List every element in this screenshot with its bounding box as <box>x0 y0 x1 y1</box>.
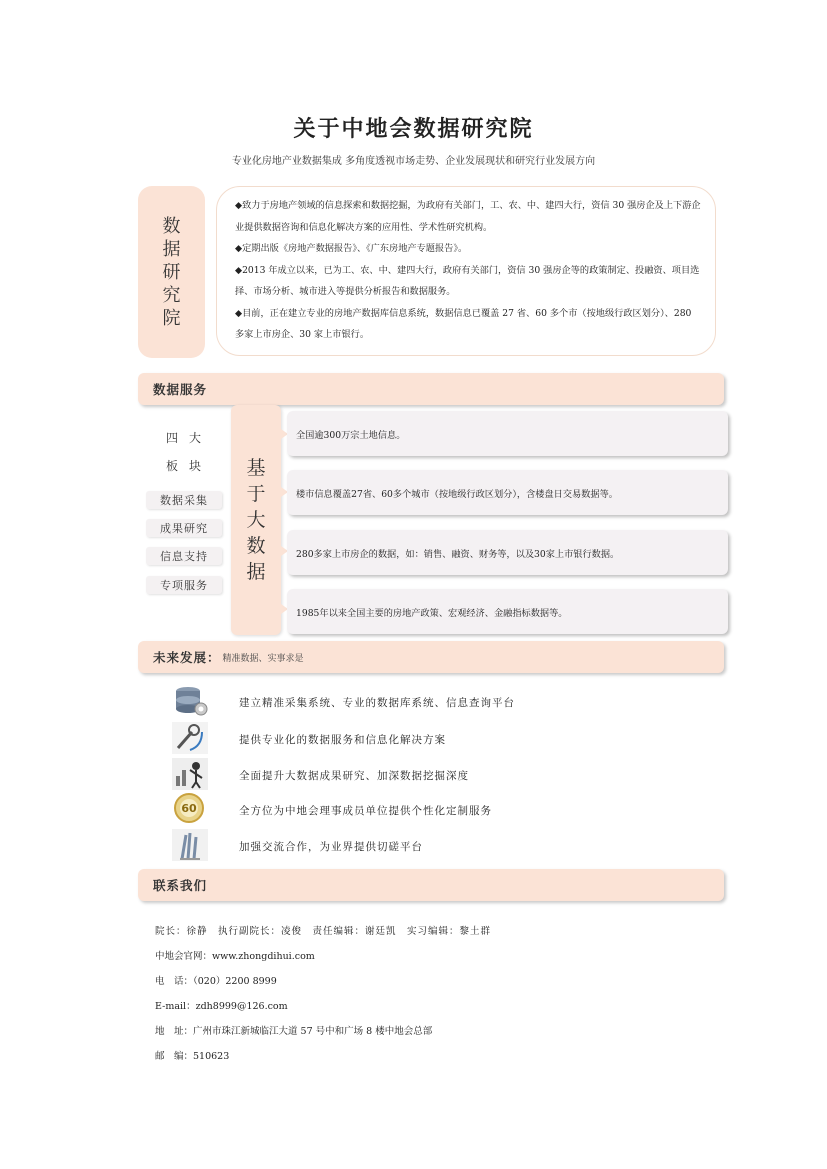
pens-icon <box>172 829 208 861</box>
tools-icon <box>172 722 208 754</box>
contact-email: E-mail：zdh8999@126.com <box>155 1001 288 1012</box>
future-header <box>138 641 724 673</box>
future-subtitle: 精准数据、实事求是 <box>222 653 304 664</box>
contact-website: 中地会官网：www.zhongdihui.com <box>155 951 315 962</box>
intro-paragraph: ◆定期出版《房地产数据报告》、《广东房地产专题报告》。 <box>235 243 468 254</box>
big-data-label-box <box>231 405 281 635</box>
big-data-label: 基于大数据 <box>246 457 266 583</box>
service-card: 楼市信息覆盖27省、60多个城市（按地级行政区划分），含楼盘日交易数据等。 <box>287 470 728 515</box>
page-subtitle: 专业化房地产业数据集成 多角度透视市场走势、企业发展现状和研究行业发展方向 <box>231 156 596 167</box>
future-item: 提供专业化的数据服务和信息化解决方案 <box>239 734 446 746</box>
intro-tag <box>138 186 205 358</box>
future-item: 加强交流合作，为业界提供切磋平台 <box>239 841 423 853</box>
service-card: 1985年以来全国主要的房地产政策、宏观经济、金融指标数据等。 <box>287 589 728 634</box>
intro-box <box>216 186 716 356</box>
future-item: 全面提升大数据成果研究、加深数据挖掘深度 <box>239 770 469 782</box>
chip-data-collection: 数据采集 <box>146 491 222 509</box>
services-header <box>138 373 724 405</box>
future-item: 建立精准采集系统、专业的数据库系统、信息查询平台 <box>239 697 515 709</box>
intro-tag-label: 数据研究院 <box>162 215 181 329</box>
chip-special-service: 专项服务 <box>146 576 222 594</box>
contact-phone: 电 话：（020）2200 8999 <box>155 976 277 987</box>
badge-60-icon <box>172 792 208 824</box>
future-title: 未来发展： <box>153 650 221 665</box>
svg-text:60: 60 <box>181 802 197 815</box>
contact-address: 地 址：广州市珠江新城临江大道 57 号中和广场 8 楼中地会总部 <box>155 1026 433 1037</box>
contact-title: 联系我们 <box>153 878 208 893</box>
blocks-label: 四大板块 <box>166 431 213 473</box>
page-title: 关于中地会数据研究院 <box>293 116 534 142</box>
future-item: 全方位为中地会理事成员单位提供个性化定制服务 <box>239 805 492 817</box>
service-card: 全国逾300万宗土地信息。 <box>287 411 728 456</box>
database-gear-icon <box>172 685 208 717</box>
service-card: 280多家上市房企的数据，如：销售、融资、财务等，以及30家上市银行数据。 <box>287 530 728 575</box>
services-title: 数据服务 <box>153 382 208 397</box>
chip-research: 成果研究 <box>146 519 222 537</box>
contact-staff: 院长：徐静 执行副院长：凌俊 责任编辑：谢廷凯 实习编辑：黎土群 <box>155 926 492 937</box>
chart-person-icon <box>172 758 208 790</box>
contact-header <box>138 869 724 901</box>
chip-info-support: 信息支持 <box>146 547 222 565</box>
intro-paragraph: ◆2013 年成立以来，已为工、农、中、建四大行，政府有关部门，资信 30 强房企等的政策制定、投融资、项目选择、市场分析、城市进入等提供分析报告和数据服务。 <box>235 264 700 297</box>
intro-paragraph: ◆致力于房地产领域的信息探索和数据挖掘，为政府有关部门，工、农、中、建四大行，资信 30 强房企及上下游企业提供数据咨询和信息化解决方案的应用性、学术性研究机构。 <box>235 200 701 233</box>
intro-paragraph: ◆目前，正在建立专业的房地产数据库信息系统，数据信息已覆盖 27 省、60 多个市（按地级行政区划分）、280 多家上市房企、30 家上市银行。 <box>235 307 692 340</box>
contact-postcode: 邮 编：510623 <box>155 1051 230 1062</box>
